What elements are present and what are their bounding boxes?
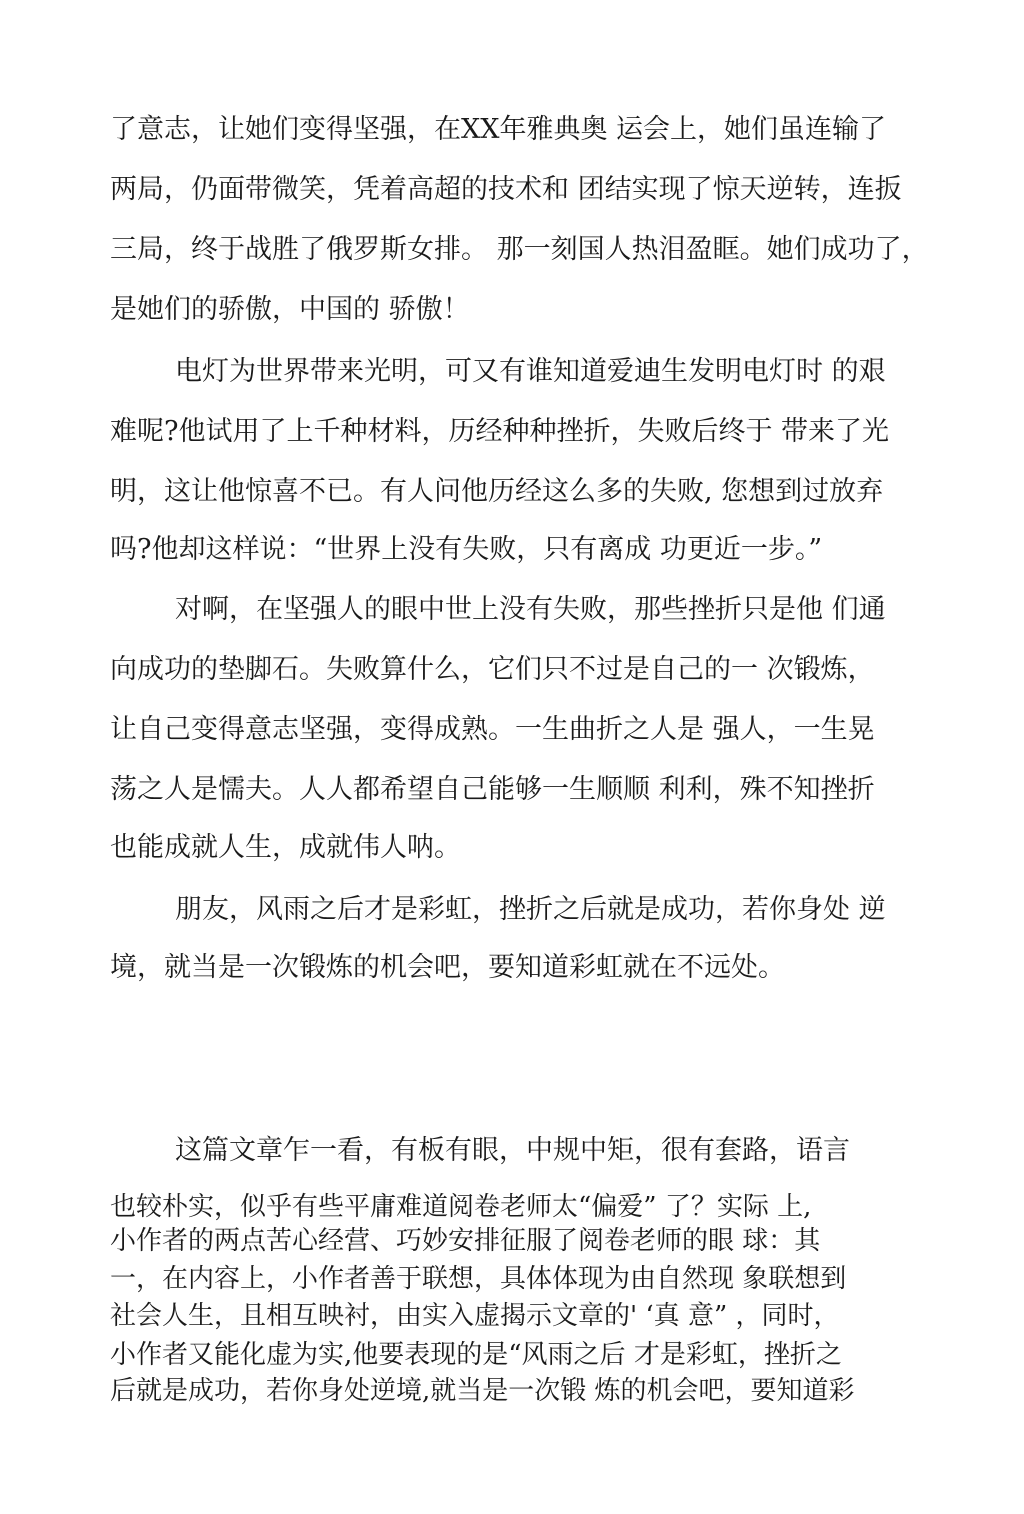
- text-line: 两局，仍面带微笑，凭着高超的技术和 团结实现了惊天逆转，连扳: [110, 174, 902, 205]
- text-line: 也能成就人生，成就伟人呐。: [110, 832, 461, 863]
- text-line: 这篇文章乍一看，有板有眼，中规中矩，很有套路，语言: [175, 1135, 850, 1166]
- text-line: 三局，终于战胜了俄罗斯女排。 那一刻国人热泪盈眶。她们成功了，: [110, 234, 929, 265]
- text-line: 了意志，让她们变得坚强，在XX年雅典奥 运会上，她们虽连输了: [110, 114, 887, 145]
- text-line: 小作者又能化虚为实,他要表现的是“风雨之后 才是彩虹，挫折之: [110, 1340, 842, 1370]
- text-line: 荡之人是懦夫。人人都希望自己能够一生顺顺 利利，殊不知挫折: [110, 774, 875, 805]
- text-line: 小作者的两点苦心经营、巧妙安排征服了阅卷老师的眼 球：其: [110, 1226, 821, 1256]
- text-line: 社会人生，且相互映衬，由实入虚揭示文章的' ‘真 意” ，同时，: [110, 1301, 840, 1331]
- text-line: 是她们的骄傲，中国的 骄傲！: [110, 294, 470, 325]
- text-line: 向成功的垫脚石。失败算什么，它们只不过是自己的一 次锻炼，: [110, 654, 875, 685]
- text-line: 一，在内容上，小作者善于联想，具体体现为由自然现 象联想到: [110, 1264, 847, 1294]
- text-line: 境，就当是一次锻炼的机会吧，要知道彩虹就在不远处。: [110, 952, 785, 983]
- text-line: 电灯为世界带来光明，可又有谁知道爱迪生发明电灯时 的艰: [175, 356, 886, 387]
- text-line: 对啊，在坚强人的眼中世上没有失败，那些挫折只是他 们通: [175, 594, 886, 625]
- text-line: 明，这让他惊喜不已。有人问他历经这么多的失败, 您想到过放弃: [110, 476, 884, 507]
- text-line: 难呢?他试用了上千种材料，历经种种挫折，失败后终于 带来了光: [110, 416, 890, 447]
- text-line: 朋友，风雨之后才是彩虹，挫折之后就是成功，若你身处 逆: [175, 894, 886, 925]
- text-line: 后就是成功，若你身处逆境,就当是一次锻 炼的机会吧，要知道彩: [110, 1376, 855, 1406]
- text-line: 也较朴实，似乎有些平庸难道阅卷老师太“偏爱” 了？实际 上,: [110, 1192, 812, 1222]
- text-line: 吗?他却这样说：“世界上没有失败，只有离成 功更近一步。”: [110, 534, 823, 565]
- text-line: 让自己变得意志坚强，变得成熟。一生曲折之人是 强人，一生晃: [110, 714, 875, 745]
